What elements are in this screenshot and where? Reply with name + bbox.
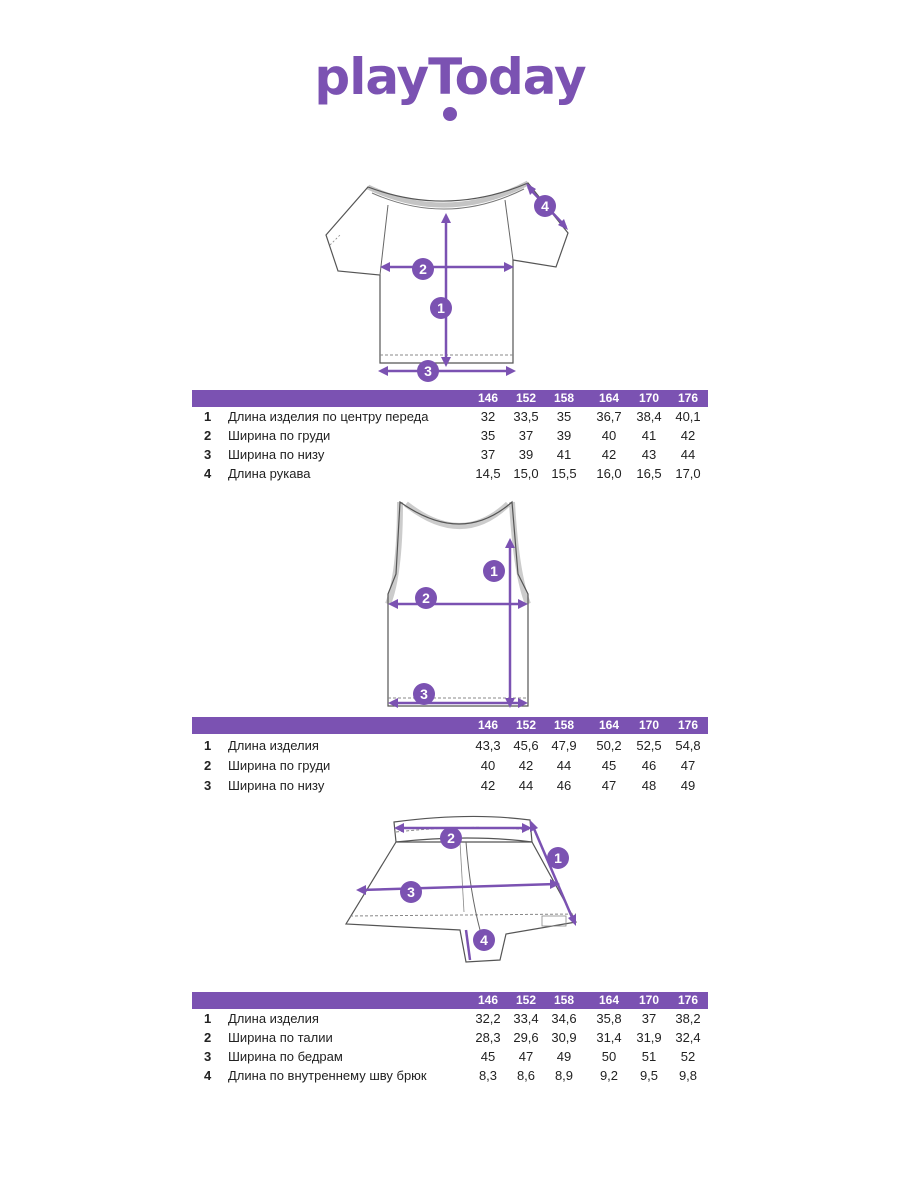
- row-number: 3: [204, 778, 212, 793]
- row-value: 32,4: [675, 1030, 701, 1045]
- row-value: 52,5: [636, 738, 662, 753]
- row-value: 49: [680, 778, 696, 793]
- table-row: [192, 1028, 708, 1047]
- row-value: 50: [601, 1049, 617, 1064]
- row-value: 32,2: [475, 1011, 501, 1026]
- logo-text: playToday: [314, 48, 586, 106]
- row-label: Длина изделия по центру переда: [228, 409, 429, 424]
- row-value: 36,7: [596, 409, 622, 424]
- table-row: [192, 1047, 708, 1066]
- row-value: 49: [556, 1049, 572, 1064]
- tshirt-marker-1: [430, 297, 452, 319]
- row-number: 1: [204, 409, 212, 424]
- svg-text:4: 4: [541, 198, 549, 214]
- row-label: Ширина по бедрам: [228, 1049, 343, 1064]
- row-label: Ширина по низу: [228, 778, 325, 793]
- row-value: 9,8: [678, 1068, 698, 1083]
- size-label: 152: [515, 718, 537, 732]
- row-value: 41: [556, 447, 572, 462]
- row-label: Длина рукава: [228, 466, 311, 481]
- shorts-diagram: [330, 812, 590, 972]
- tshirt-size-table: [192, 390, 708, 483]
- tank-top-sketch-icon: [360, 494, 560, 714]
- size-label: 176: [677, 718, 699, 732]
- row-value: 51: [641, 1049, 657, 1064]
- table-row: [192, 407, 708, 426]
- row-value: 52: [680, 1049, 696, 1064]
- table-row: [192, 464, 708, 483]
- svg-text:3: 3: [407, 884, 415, 900]
- row-value: 39: [556, 428, 572, 443]
- row-number: 4: [204, 1068, 212, 1083]
- row-value: 34,6: [551, 1011, 577, 1026]
- row-value: 14,5: [475, 466, 501, 481]
- row-value: 47,9: [551, 738, 577, 753]
- size-label: 164: [598, 718, 620, 732]
- size-label: 152: [515, 391, 537, 405]
- table-row: [192, 426, 708, 445]
- row-value: 54,8: [675, 738, 701, 753]
- table-row: [192, 1066, 708, 1085]
- table-row: [192, 445, 708, 464]
- size-label: 158: [553, 718, 575, 732]
- row-number: 2: [204, 758, 212, 773]
- tshirt-marker-2: [412, 258, 434, 280]
- row-value: 35: [480, 428, 496, 443]
- row-value: 8,3: [478, 1068, 498, 1083]
- row-value: 8,9: [554, 1068, 574, 1083]
- table-row: [192, 736, 708, 756]
- row-value: 37: [480, 447, 496, 462]
- row-value: 43,3: [475, 738, 501, 753]
- row-value: 35,8: [596, 1011, 622, 1026]
- shorts-marker-2: [440, 827, 462, 849]
- row-value: 15,0: [513, 466, 539, 481]
- size-label: 146: [477, 993, 499, 1007]
- row-value: 42: [601, 447, 617, 462]
- row-value: 31,4: [596, 1030, 622, 1045]
- row-value: 37: [518, 428, 534, 443]
- row-value: 47: [518, 1049, 534, 1064]
- size-label: 164: [598, 391, 620, 405]
- row-value: 41: [641, 428, 657, 443]
- row-value: 45: [480, 1049, 496, 1064]
- tank-top-diagram: [360, 494, 560, 714]
- svg-text:3: 3: [424, 363, 432, 379]
- shorts-sketch-icon: [330, 812, 590, 972]
- row-label: Ширина по талии: [228, 1030, 333, 1045]
- row-label: Длина изделия: [228, 738, 319, 753]
- row-number: 2: [204, 1030, 212, 1045]
- svg-text:2: 2: [422, 590, 430, 606]
- row-value: 17,0: [675, 466, 701, 481]
- svg-text:1: 1: [554, 850, 562, 866]
- row-value: 47: [601, 778, 617, 793]
- row-value: 43: [641, 447, 657, 462]
- row-number: 3: [204, 1049, 212, 1064]
- size-label: 170: [638, 993, 660, 1007]
- shorts-marker-1: [547, 847, 569, 869]
- row-value: 42: [680, 428, 696, 443]
- tshirt-diagram: [300, 175, 600, 385]
- row-value: 38,2: [675, 1011, 701, 1026]
- row-value: 40: [480, 758, 496, 773]
- row-value: 33,4: [513, 1011, 539, 1026]
- size-label: 170: [638, 391, 660, 405]
- row-value: 44: [518, 778, 534, 793]
- row-value: 45: [601, 758, 617, 773]
- size-header: [192, 717, 708, 734]
- shorts-marker-4: [473, 929, 495, 951]
- row-value: 38,4: [636, 409, 662, 424]
- tank-top-marker-3: [413, 683, 435, 705]
- row-value: 46: [641, 758, 657, 773]
- row-value: 47: [680, 758, 696, 773]
- size-header: [192, 390, 708, 407]
- row-value: 15,5: [551, 466, 577, 481]
- row-label: Ширина по низу: [228, 447, 325, 462]
- row-label: Ширина по груди: [228, 758, 331, 773]
- row-value: 29,6: [513, 1030, 539, 1045]
- row-value: 30,9: [551, 1030, 577, 1045]
- size-header: [192, 992, 708, 1009]
- svg-text:2: 2: [419, 261, 427, 277]
- row-value: 39: [518, 447, 534, 462]
- row-value: 37: [641, 1011, 657, 1026]
- row-number: 1: [204, 738, 212, 753]
- row-number: 2: [204, 428, 212, 443]
- size-label: 176: [677, 391, 699, 405]
- size-label: 164: [598, 993, 620, 1007]
- table-row: [192, 1009, 708, 1028]
- size-label: 158: [553, 993, 575, 1007]
- row-value: 50,2: [596, 738, 622, 753]
- svg-text:3: 3: [420, 686, 428, 702]
- table-row: [192, 756, 708, 776]
- svg-text:1: 1: [490, 563, 498, 579]
- row-value: 44: [680, 447, 696, 462]
- svg-text:1: 1: [437, 300, 445, 316]
- tshirt-marker-4: [534, 195, 556, 217]
- shorts-marker-3: [400, 881, 422, 903]
- row-value: 33,5: [513, 409, 539, 424]
- row-value: 28,3: [475, 1030, 501, 1045]
- row-value: 9,5: [639, 1068, 659, 1083]
- row-value: 44: [556, 758, 572, 773]
- size-label: 152: [515, 993, 537, 1007]
- row-value: 16,5: [636, 466, 662, 481]
- size-label: 170: [638, 718, 660, 732]
- row-label: Ширина по груди: [228, 428, 331, 443]
- row-value: 40: [601, 428, 617, 443]
- row-number: 4: [204, 466, 212, 481]
- row-number: 1: [204, 1011, 212, 1026]
- row-value: 35: [556, 409, 572, 424]
- logo-dot-icon: [440, 104, 460, 124]
- row-value: 31,9: [636, 1030, 662, 1045]
- row-value: 42: [518, 758, 534, 773]
- row-value: 8,6: [516, 1068, 536, 1083]
- svg-text:2: 2: [447, 830, 455, 846]
- size-label: 176: [677, 993, 699, 1007]
- shorts-size-table: [192, 992, 708, 1085]
- row-label: Длина по внутреннему шву брюк: [228, 1068, 427, 1083]
- size-label: 158: [553, 391, 575, 405]
- row-value: 9,2: [599, 1068, 619, 1083]
- row-label: Длина изделия: [228, 1011, 319, 1026]
- row-value: 48: [641, 778, 657, 793]
- size-label: 146: [477, 391, 499, 405]
- svg-text:4: 4: [480, 932, 488, 948]
- row-value: 45,6: [513, 738, 539, 753]
- size-label: 146: [477, 718, 499, 732]
- row-value: 40,1: [675, 409, 701, 424]
- tshirt-marker-3: [417, 360, 439, 382]
- row-value: 46: [556, 778, 572, 793]
- row-value: 16,0: [596, 466, 622, 481]
- row-value: 42: [480, 778, 496, 793]
- row-number: 3: [204, 447, 212, 462]
- brand-logo: [0, 48, 900, 124]
- table-row: [192, 776, 708, 796]
- tank-top-marker-2: [415, 587, 437, 609]
- tank-top-size-table: [192, 717, 708, 796]
- row-value: 32: [480, 409, 496, 424]
- tank-top-marker-1: [483, 560, 505, 582]
- tshirt-sketch-icon: [300, 175, 600, 385]
